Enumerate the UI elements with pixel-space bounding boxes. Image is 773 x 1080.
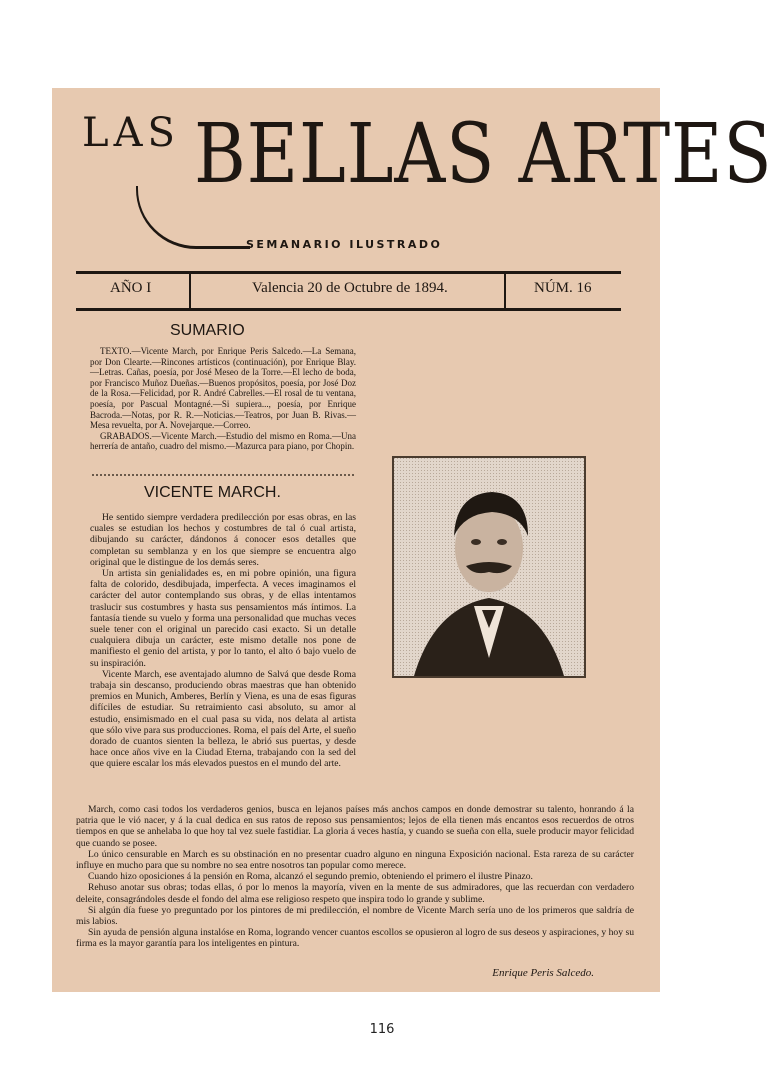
sumario-texto: TEXTO.—Vicente March, por Enrique Peris Salcedo.—La Semana, por Don Clearte.—Rincones artísticos (continuación), por Enrique Blay.—Letras. Cañas, poesía, por José Meseo de la Torre.—El lecho de boda, por Francisco Muñoz Dueñas.—Buenos propósitos, poesía, por José Doz de la Rosa.—Felicidad, por R. André Cabrelles.—El rosal de tu ventana, poesía, por Pascual Montagné.—Si supiera..., poesía, por Enrique Bacroda.—Notas, por R. R.—Noticias.—Teatros, por Juan B. Rivas.—Mesa revuelta, por A. Novejarque.—Correo. <box>90 346 356 431</box>
article-paragraph: Si algún día fuese yo preguntado por los pintores de mi predilección, el nombre de Vicente March sería uno de los primeros que saldría de mis labios. <box>76 904 634 928</box>
author-signature: Enrique Peris Salcedo. <box>492 967 594 979</box>
issue-place-date: Valencia 20 de Octubre de 1894. <box>252 280 448 296</box>
article-paragraph: Lo único censurable en March es su obstinación en no presentar cuadro alguno en ninguna Exposición nacional. Esta rareza de su carácter influye en mucho para que su nombre no sea entre nosotros tan popular como merece. <box>76 848 634 872</box>
article-wide-text <box>76 804 634 950</box>
masthead-subtitle: SEMANARIO ILUSTRADO <box>246 238 443 251</box>
article-paragraph: Vicente March, ese aventajado alumno de Salvá que desde Roma trabaja sin descanso, produciendo obras maestras que han obtenido premios en Munich, Amberes, Berlín y Viena, es una de esas figuras difíciles de estudiar. Su retraimiento casi absoluto, su amor al estudio, ensimismado en el cual pasa su vida, nos delata al artista que sólo vive para sus producciones. Roma, el país del Arte, el sueño dorado de cuantos sienten la belleza, le abrió sus puertas, y desde hace once años vive en la Ciudad Eterna, trabajando con la sed del que quiere escalar los más elevados puestos en el mundo del arte. <box>90 668 356 770</box>
sumario-contents <box>90 346 356 452</box>
masthead-title: BELLAS ARTES <box>194 107 773 202</box>
article-paragraph: Cuando hizo oposiciones á la pensión en Roma, alcanzó el segundo premio, obteniendo el primero el ilustre Pinazo. <box>88 871 533 883</box>
article-paragraph: March, como casi todos los verdaderos genios, busca en lejanos países más anchos campos en donde demostrar su talento, honrando á la patria que le vió nacer, y á la cual dedica en sus ratos de reposo sus pensamientos; lejos de ella tienen más encantos esos recuerdos de otros tiempos en que se anhelaba lo que hoy tal vez suele fastidiar. La gloria á veces hastía, y cuando se sueña con ella, suele producir mayor felicidad que cuando se posee. <box>76 804 634 849</box>
masthead-las: LAS <box>82 110 180 156</box>
sumario-heading: SUMARIO <box>170 322 245 339</box>
issue-number: NÚM. 16 <box>534 280 592 296</box>
newspaper-page-scan <box>52 88 773 992</box>
band-divider <box>504 274 506 308</box>
article-title: VICENTE MARCH. <box>144 484 281 501</box>
article-paragraph: He sentido siempre verdadera predilección por esas obras, en las cuales se estudian los hechos y costumbres de tal ó cual artista, dibujando su carácter, dándonos á conocer esos detalles que completan su semblanza y en los que siempre se encuentra algo original que le distingue de los demás seres. <box>90 512 356 568</box>
article-paragraph: Un artista sin genialidades es, en mi pobre opinión, una figura falta de colorido, desdibujada, imperfecta. A veces imaginamos el carácter del autor contemplando sus obras, y de ellas intentamos traslucir sus costumbres y hasta sus pensamientos más íntimos. La fantasía tiende su vuelo y forma una personalidad que muchas veces suele tener con el original un parecido casi exacto. Si un detalle cualquiera dibuja un carácter, este mismo detalle nos pone de manifiesto el genio del artista, y por lo tanto, el alto ó bajo vuelo de su inspiración. <box>90 568 356 669</box>
article-paragraph: Sin ayuda de pensión alguna instalóse en Roma, logrando vencer cuantos escollos se opusieron al logro de sus deseos y aspiraciones, y hoy su firma es la mayor garantía para los inteligentes en pintura. <box>76 927 634 950</box>
article-column <box>90 512 356 770</box>
portrait-engraving <box>392 456 586 678</box>
band-divider <box>189 274 191 308</box>
sumario-grabados: GRABADOS.—Vicente March.—Estudio del mismo en Roma.—Una herrería de antaño, cuadro del mismo.—Mazurca para piano, por Chopin. <box>90 430 356 452</box>
dotted-separator <box>92 474 354 476</box>
issue-year: AÑO I <box>110 280 152 296</box>
article-paragraph: Rehuso anotar sus obras; todas ellas, ó por lo menos la mayoría, viven en la mente de sus admiradores, que las recuerdan con verdadero deleite, consagrándoles desde el fondo del alma ese religioso respeto que inspira todo lo grande y sublime. <box>76 882 634 905</box>
issue-info-band <box>76 271 621 311</box>
page-number: 116 <box>369 1022 395 1037</box>
